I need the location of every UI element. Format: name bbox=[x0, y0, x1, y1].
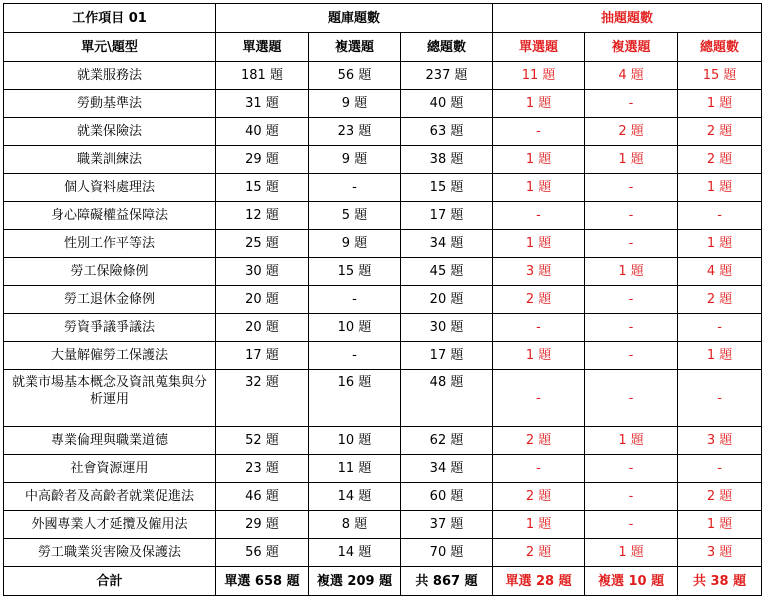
draw-multi-cell: - bbox=[585, 370, 678, 427]
table-row bbox=[4, 342, 762, 370]
bank-total-cell: 63 題 bbox=[401, 118, 493, 146]
bank-multi-cell: 23 題 bbox=[309, 118, 401, 146]
bank-multi-header: 複選題 bbox=[309, 33, 401, 62]
bank-total-cell: 34 題 bbox=[401, 455, 493, 483]
table-row bbox=[4, 62, 762, 90]
draw-single-cell: 1 題 bbox=[493, 174, 585, 202]
bank-total-cell: 30 題 bbox=[401, 314, 493, 342]
draw-single-cell: 1 題 bbox=[493, 90, 585, 118]
bank-single-cell: 31 題 bbox=[216, 90, 309, 118]
draw-single-cell: - bbox=[493, 202, 585, 230]
bank-total-cell: 34 題 bbox=[401, 230, 493, 258]
draw-total-cell: 15 題 bbox=[678, 62, 762, 90]
bank-single-cell: 17 題 bbox=[216, 342, 309, 370]
draw-multi-cell: 1 題 bbox=[585, 258, 678, 286]
draw-total-cell: 3 題 bbox=[678, 539, 762, 567]
draw-multi-cell: - bbox=[585, 174, 678, 202]
draw-multi-cell: - bbox=[585, 483, 678, 511]
table-row bbox=[4, 230, 762, 258]
draw-single-cell: 1 題 bbox=[493, 146, 585, 174]
draw-total-cell: 1 題 bbox=[678, 90, 762, 118]
table-row bbox=[4, 258, 762, 286]
draw-single-cell: - bbox=[493, 314, 585, 342]
bank-multi-cell: 14 題 bbox=[309, 539, 401, 567]
bank-total-cell: 17 題 bbox=[401, 202, 493, 230]
table-row bbox=[4, 314, 762, 342]
bank-total-cell: 45 題 bbox=[401, 258, 493, 286]
draw-multi-cell: 4 題 bbox=[585, 62, 678, 90]
draw-total-cell: 2 題 bbox=[678, 483, 762, 511]
draw-single-cell: - bbox=[493, 370, 585, 427]
draw-group-header: 抽題題數 bbox=[493, 4, 762, 33]
unit-name: 中高齡者及高齡者就業促進法 bbox=[4, 483, 216, 511]
header-row-1 bbox=[4, 4, 762, 33]
unit-name: 個人資料處理法 bbox=[4, 174, 216, 202]
draw-single-cell: 11 題 bbox=[493, 62, 585, 90]
bank-total-cell: 237 題 bbox=[401, 62, 493, 90]
bank-total-cell: 40 題 bbox=[401, 90, 493, 118]
unit-name: 勞資爭議爭議法 bbox=[4, 314, 216, 342]
bank-single-cell: 15 題 bbox=[216, 174, 309, 202]
bank-multi-cell: - bbox=[309, 342, 401, 370]
table-row bbox=[4, 118, 762, 146]
totals-bank-multi: 複選 209 題 bbox=[309, 567, 401, 596]
bank-group-header: 題庫題數 bbox=[216, 4, 493, 33]
draw-total-cell: 2 題 bbox=[678, 286, 762, 314]
draw-single-cell: 2 題 bbox=[493, 539, 585, 567]
draw-total-cell: - bbox=[678, 314, 762, 342]
unit-name: 性別工作平等法 bbox=[4, 230, 216, 258]
bank-total-cell: 38 題 bbox=[401, 146, 493, 174]
unit-name: 勞工職業災害險及保護法 bbox=[4, 539, 216, 567]
draw-multi-cell: 2 題 bbox=[585, 118, 678, 146]
draw-single-cell: 1 題 bbox=[493, 342, 585, 370]
bank-total-cell: 37 題 bbox=[401, 511, 493, 539]
bank-multi-cell: 10 題 bbox=[309, 314, 401, 342]
bank-multi-cell: 15 題 bbox=[309, 258, 401, 286]
bank-single-cell: 52 題 bbox=[216, 427, 309, 455]
bank-multi-cell: - bbox=[309, 286, 401, 314]
unit-name: 勞動基準法 bbox=[4, 90, 216, 118]
draw-multi-cell: 1 題 bbox=[585, 146, 678, 174]
bank-multi-cell: 11 題 bbox=[309, 455, 401, 483]
unit-name: 就業市場基本概念及資訊蒐集與分析運用 bbox=[4, 370, 216, 427]
bank-multi-cell: 14 題 bbox=[309, 483, 401, 511]
totals-row bbox=[4, 567, 762, 596]
draw-total-header: 總題數 bbox=[678, 33, 762, 62]
bank-single-cell: 181 題 bbox=[216, 62, 309, 90]
totals-draw-single: 單選 28 題 bbox=[493, 567, 585, 596]
bank-single-cell: 20 題 bbox=[216, 314, 309, 342]
draw-single-header: 單選題 bbox=[493, 33, 585, 62]
bank-total-cell: 70 題 bbox=[401, 539, 493, 567]
draw-multi-cell: 1 題 bbox=[585, 427, 678, 455]
draw-multi-cell: - bbox=[585, 286, 678, 314]
bank-single-cell: 56 題 bbox=[216, 539, 309, 567]
unit-name: 大量解僱勞工保護法 bbox=[4, 342, 216, 370]
draw-single-cell: 3 題 bbox=[493, 258, 585, 286]
bank-multi-cell: 9 題 bbox=[309, 146, 401, 174]
table-row bbox=[4, 202, 762, 230]
table-row bbox=[4, 286, 762, 314]
draw-single-cell: 1 題 bbox=[493, 230, 585, 258]
bank-multi-cell: 5 題 bbox=[309, 202, 401, 230]
unit-name: 勞工退休金條例 bbox=[4, 286, 216, 314]
bank-multi-cell: 9 題 bbox=[309, 230, 401, 258]
draw-total-cell: - bbox=[678, 455, 762, 483]
draw-multi-cell: - bbox=[585, 230, 678, 258]
draw-multi-cell: - bbox=[585, 511, 678, 539]
table-row bbox=[4, 90, 762, 118]
draw-total-cell: 1 題 bbox=[678, 174, 762, 202]
bank-single-cell: 29 題 bbox=[216, 511, 309, 539]
bank-total-cell: 20 題 bbox=[401, 286, 493, 314]
bank-single-cell: 46 題 bbox=[216, 483, 309, 511]
bank-single-cell: 23 題 bbox=[216, 455, 309, 483]
bank-total-cell: 62 題 bbox=[401, 427, 493, 455]
table-row bbox=[4, 146, 762, 174]
draw-multi-cell: - bbox=[585, 202, 678, 230]
totals-draw-total: 共 38 題 bbox=[678, 567, 762, 596]
bank-single-cell: 29 題 bbox=[216, 146, 309, 174]
totals-bank-single: 單選 658 題 bbox=[216, 567, 309, 596]
draw-total-cell: 2 題 bbox=[678, 146, 762, 174]
draw-total-cell: 1 題 bbox=[678, 511, 762, 539]
draw-multi-cell: - bbox=[585, 455, 678, 483]
bank-total-cell: 17 題 bbox=[401, 342, 493, 370]
bank-total-cell: 15 題 bbox=[401, 174, 493, 202]
unit-name: 就業服務法 bbox=[4, 62, 216, 90]
unit-type-header: 單元\題型 bbox=[4, 33, 216, 62]
unit-name: 身心障礙權益保障法 bbox=[4, 202, 216, 230]
draw-single-cell: 2 題 bbox=[493, 286, 585, 314]
draw-multi-cell: - bbox=[585, 342, 678, 370]
table-row bbox=[4, 174, 762, 202]
exam-question-table bbox=[3, 3, 762, 596]
draw-total-cell: 1 題 bbox=[678, 342, 762, 370]
table-row bbox=[4, 539, 762, 567]
bank-multi-cell: 8 題 bbox=[309, 511, 401, 539]
draw-single-cell: 2 題 bbox=[493, 483, 585, 511]
unit-name: 就業保險法 bbox=[4, 118, 216, 146]
bank-total-cell: 48 題 bbox=[401, 370, 493, 427]
unit-name: 職業訓練法 bbox=[4, 146, 216, 174]
draw-multi-cell: - bbox=[585, 90, 678, 118]
bank-multi-cell: 16 題 bbox=[309, 370, 401, 427]
bank-single-header: 單選題 bbox=[216, 33, 309, 62]
draw-total-cell: 3 題 bbox=[678, 427, 762, 455]
draw-total-cell: 4 題 bbox=[678, 258, 762, 286]
totals-bank-total: 共 867 題 bbox=[401, 567, 493, 596]
bank-single-cell: 12 題 bbox=[216, 202, 309, 230]
draw-total-cell: 1 題 bbox=[678, 230, 762, 258]
bank-single-cell: 40 題 bbox=[216, 118, 309, 146]
draw-total-cell: 2 題 bbox=[678, 118, 762, 146]
bank-multi-cell: 9 題 bbox=[309, 90, 401, 118]
unit-name: 社會資源運用 bbox=[4, 455, 216, 483]
bank-single-cell: 30 題 bbox=[216, 258, 309, 286]
bank-multi-cell: - bbox=[309, 174, 401, 202]
draw-total-cell: - bbox=[678, 370, 762, 427]
totals-label: 合計 bbox=[4, 567, 216, 596]
draw-multi-cell: 1 題 bbox=[585, 539, 678, 567]
table-row bbox=[4, 427, 762, 455]
draw-single-cell: - bbox=[493, 455, 585, 483]
draw-multi-header: 複選題 bbox=[585, 33, 678, 62]
table-row bbox=[4, 370, 762, 427]
draw-total-cell: - bbox=[678, 202, 762, 230]
header-row-2 bbox=[4, 33, 762, 62]
draw-single-cell: 2 題 bbox=[493, 427, 585, 455]
bank-total-header: 總題數 bbox=[401, 33, 493, 62]
project-label: 工作項目 01 bbox=[4, 4, 216, 33]
bank-multi-cell: 10 題 bbox=[309, 427, 401, 455]
totals-draw-multi: 複選 10 題 bbox=[585, 567, 678, 596]
unit-name: 專業倫理與職業道德 bbox=[4, 427, 216, 455]
table-row bbox=[4, 483, 762, 511]
draw-multi-cell: - bbox=[585, 314, 678, 342]
table-row bbox=[4, 455, 762, 483]
bank-single-cell: 25 題 bbox=[216, 230, 309, 258]
bank-single-cell: 20 題 bbox=[216, 286, 309, 314]
bank-multi-cell: 56 題 bbox=[309, 62, 401, 90]
bank-single-cell: 32 題 bbox=[216, 370, 309, 427]
draw-single-cell: 1 題 bbox=[493, 511, 585, 539]
unit-name: 勞工保險條例 bbox=[4, 258, 216, 286]
table-row bbox=[4, 511, 762, 539]
draw-single-cell: - bbox=[493, 118, 585, 146]
bank-total-cell: 60 題 bbox=[401, 483, 493, 511]
unit-name: 外國專業人才延攬及僱用法 bbox=[4, 511, 216, 539]
